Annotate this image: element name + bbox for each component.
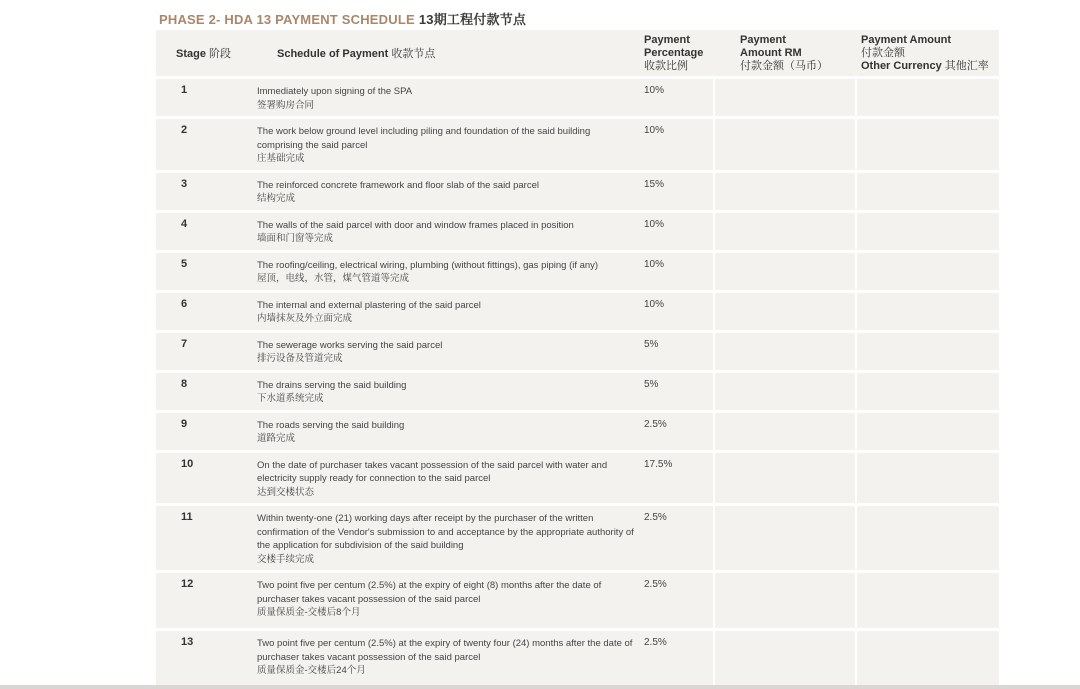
payment-percentage: 10% <box>644 79 713 119</box>
table-row <box>156 253 999 293</box>
schedule-description-en: The reinforced concrete framework and floor slab of the said parcel <box>257 179 539 191</box>
amount-rm-cell[interactable] <box>713 333 855 373</box>
amount-other-cell[interactable] <box>855 413 999 453</box>
schedule-description-cn: 下水道系统完成 <box>257 393 324 404</box>
amount-other-cell[interactable] <box>855 631 999 688</box>
schedule-description-en: The walls of the said parcel with door and window frames placed in position <box>257 219 574 231</box>
header-amount-other-cn1: 付款金额 <box>861 46 905 59</box>
schedule-description-en: The sewerage works serving the said parcel <box>257 339 443 351</box>
amount-rm-cell[interactable] <box>713 506 855 573</box>
payment-percentage: 10% <box>644 213 713 253</box>
stage-number: 7 <box>156 333 252 373</box>
amount-rm-cell[interactable] <box>713 119 855 173</box>
schedule-description-cn: 排污设备及管道完成 <box>257 353 343 364</box>
payment-percentage: 10% <box>644 119 713 173</box>
schedule-description-en: The roofing/ceiling, electrical wiring, plumbing (without fittings), gas piping (if any) <box>257 259 599 271</box>
schedule-description <box>252 119 644 173</box>
amount-rm-cell[interactable] <box>713 213 855 253</box>
payment-percentage: 10% <box>644 293 713 333</box>
amount-other-cell[interactable] <box>855 573 999 631</box>
amount-rm-cell[interactable] <box>713 413 855 453</box>
schedule-description-en: On the date of purchaser takes vacant possession of the said parcel with water and electricity supply ready for connection to the said parcel <box>257 459 608 484</box>
title-cn: 13期工程付款节点 <box>418 12 527 27</box>
amount-rm-cell[interactable] <box>713 173 855 213</box>
header-percentage-cn: 收款比例 <box>644 59 688 72</box>
schedule-description <box>252 173 644 213</box>
schedule-description <box>252 373 644 413</box>
stage-number: 3 <box>156 173 252 213</box>
payment-percentage: 5% <box>644 373 713 413</box>
payment-percentage: 2.5% <box>644 631 713 688</box>
amount-rm-cell[interactable] <box>713 453 855 507</box>
schedule-description-cn: 质量保质金-交楼后24个月 <box>257 665 366 676</box>
stage-number: 8 <box>156 373 252 413</box>
payment-percentage: 17.5% <box>644 453 713 507</box>
schedule-description <box>252 413 644 453</box>
header-amount-other <box>855 30 999 79</box>
header-amount-rm-l2: Amount RM <box>740 46 802 59</box>
stage-number: 9 <box>156 413 252 453</box>
schedule-description-en: Two point five per centum (2.5%) at the expiry of eight (8) months after the date of purchaser takes vacant possession of the said parcel <box>257 580 602 605</box>
amount-rm-cell[interactable] <box>713 79 855 119</box>
schedule-description <box>252 506 644 573</box>
title-en: PHASE 2- HDA 13 PAYMENT SCHEDULE <box>159 12 415 27</box>
header-stage-en: Stage <box>176 48 206 60</box>
schedule-description-cn: 质量保质金-交楼后8个月 <box>257 607 361 618</box>
table-row <box>156 506 999 573</box>
payment-percentage: 15% <box>644 173 713 213</box>
schedule-description-en: The drains serving the said building <box>257 379 407 391</box>
page-title <box>159 9 526 28</box>
schedule-description <box>252 573 644 631</box>
table-row <box>156 631 999 688</box>
amount-rm-cell[interactable] <box>713 631 855 688</box>
table-row <box>156 213 999 253</box>
stage-number: 1 <box>156 79 252 119</box>
header-amount-other-l2: Other Currency <box>861 59 942 72</box>
amount-other-cell[interactable] <box>855 213 999 253</box>
schedule-description-en: Within twenty-one (21) working days after receipt by the purchaser of the written confirmation of the Vendor's submission to and acceptance by the appropriate authority of the application for subdivision of the said building <box>257 513 634 551</box>
amount-other-cell[interactable] <box>855 373 999 413</box>
amount-other-cell[interactable] <box>855 506 999 573</box>
payment-percentage: 2.5% <box>644 413 713 453</box>
amount-rm-cell[interactable] <box>713 293 855 333</box>
table-row <box>156 413 999 453</box>
schedule-description-cn: 结构完成 <box>257 193 296 204</box>
schedule-description-cn: 道路完成 <box>257 433 296 444</box>
header-amount-rm-cn: 付款金额（马币） <box>740 59 828 72</box>
schedule-description-cn: 达到交楼状态 <box>257 486 315 498</box>
schedule-description-en: Immediately upon signing of the SPA <box>257 86 413 97</box>
amount-other-cell[interactable] <box>855 293 999 333</box>
table-row <box>156 573 999 631</box>
payment-percentage: 2.5% <box>644 506 713 573</box>
schedule-description <box>252 333 644 373</box>
header-schedule-cn: 收款节点 <box>391 48 436 60</box>
table-row <box>156 79 999 119</box>
table-header-row <box>156 30 999 79</box>
amount-rm-cell[interactable] <box>713 253 855 293</box>
header-stage <box>156 30 252 79</box>
header-amount-other-cn2: 其他汇率 <box>944 59 989 72</box>
header-percentage <box>644 30 713 79</box>
amount-other-cell[interactable] <box>855 453 999 507</box>
amount-rm-cell[interactable] <box>713 573 855 631</box>
table-row <box>156 333 999 373</box>
amount-other-cell[interactable] <box>855 173 999 213</box>
schedule-description-cn: 交楼手续完成 <box>257 553 315 565</box>
amount-other-cell[interactable] <box>855 333 999 373</box>
stage-number: 11 <box>156 506 252 573</box>
payment-percentage: 2.5% <box>644 573 713 631</box>
schedule-description <box>252 293 644 333</box>
stage-number: 10 <box>156 453 252 507</box>
schedule-description <box>252 631 644 688</box>
header-schedule <box>252 30 644 79</box>
header-percentage-l1: Payment <box>644 33 690 46</box>
header-amount-rm <box>713 30 855 79</box>
schedule-description-en: The internal and external plastering of the said parcel <box>257 299 481 311</box>
schedule-description <box>252 79 644 119</box>
stage-number: 13 <box>156 631 252 688</box>
schedule-description-cn: 屋顶，电线，水管，煤气管道等完成 <box>257 273 410 284</box>
amount-other-cell[interactable] <box>855 79 999 119</box>
table-row <box>156 173 999 213</box>
schedule-description-cn: 庄基础完成 <box>257 153 305 164</box>
schedule-description-cn: 签署购房合同 <box>257 99 315 111</box>
amount-rm-cell[interactable] <box>713 373 855 413</box>
schedule-description-cn: 墙面和门窗等完成 <box>257 233 334 244</box>
schedule-description-en: The roads serving the said building <box>257 419 405 431</box>
table-row <box>156 293 999 333</box>
stage-number: 4 <box>156 213 252 253</box>
header-amount-other-l1: Payment Amount <box>861 33 952 46</box>
amount-other-cell[interactable] <box>855 119 999 173</box>
table-row <box>156 119 999 173</box>
header-percentage-l2: Percentage <box>644 46 704 59</box>
stage-number: 6 <box>156 293 252 333</box>
schedule-description <box>252 213 644 253</box>
stage-number: 5 <box>156 253 252 293</box>
header-amount-rm-l1: Payment <box>740 33 786 46</box>
table-row <box>156 453 999 507</box>
schedule-description-en: The work below ground level including piling and foundation of the said building comprising the said parcel <box>257 126 591 151</box>
amount-other-cell[interactable] <box>855 253 999 293</box>
payment-percentage: 5% <box>644 333 713 373</box>
schedule-description <box>252 453 644 507</box>
stage-number: 2 <box>156 119 252 173</box>
header-schedule-en: Schedule of Payment <box>277 48 389 60</box>
header-stage-cn: 阶段 <box>209 48 232 60</box>
bottom-divider <box>0 685 1080 689</box>
payment-schedule-table <box>156 30 999 688</box>
stage-number: 12 <box>156 573 252 631</box>
schedule-description <box>252 253 644 293</box>
schedule-description-cn: 内墙抹灰及外立面完成 <box>257 313 353 324</box>
schedule-description-en: Two point five per centum (2.5%) at the expiry of twenty four (24) months after the date of purchaser takes vacant possession of the said parcel <box>257 638 633 663</box>
payment-percentage: 10% <box>644 253 713 293</box>
table-row <box>156 373 999 413</box>
payment-schedule-table-container <box>156 30 999 688</box>
